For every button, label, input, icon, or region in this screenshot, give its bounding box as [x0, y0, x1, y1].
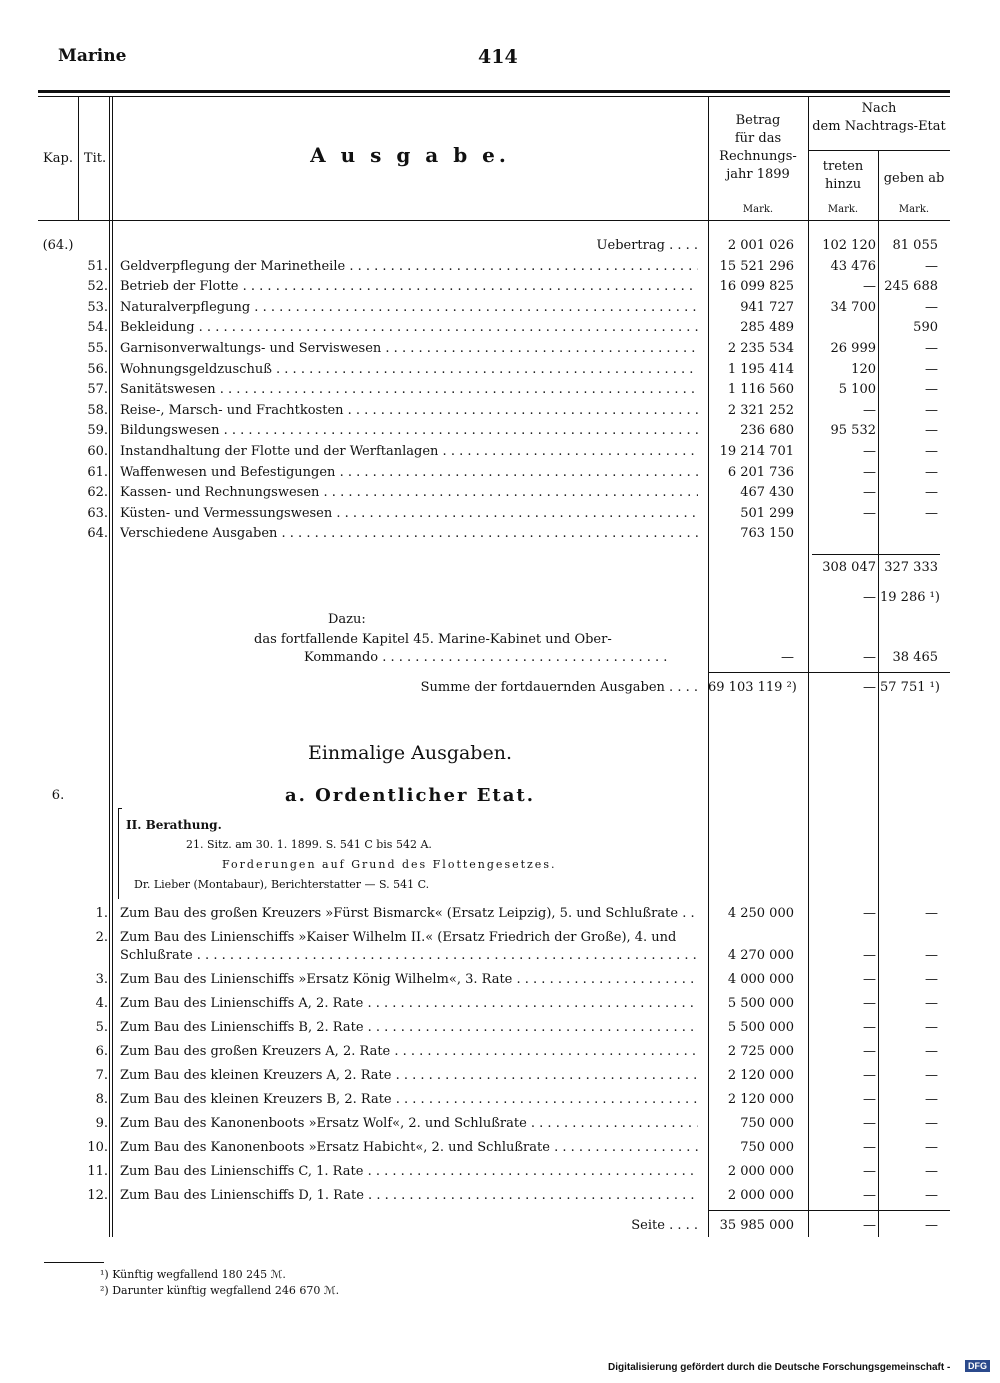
v1-cell: 2 120 000 — [727, 1092, 794, 1107]
v3-cell: — — [925, 361, 938, 377]
tit-cell: 7. — [95, 1068, 108, 1083]
v2-cell: — — [863, 444, 876, 459]
v2-cell: 95 532 — [830, 423, 876, 439]
summe-rule — [708, 672, 950, 673]
subtotal-row: 308 047 327 333 — [822, 560, 938, 575]
unit-label: Mark. — [898, 204, 930, 215]
txt-cell: Zum Bau des Kanonenboots »Ersatz Habicht«, 2. und Schlußrate . . . — [120, 1138, 698, 1158]
einmalige-row — [0, 1186, 1000, 1206]
ausgabe-row — [0, 421, 1000, 441]
v2-cell: — — [863, 1140, 876, 1155]
einmalige-row — [0, 970, 1000, 990]
txt-cell: Bildungswesen . . . — [120, 421, 698, 441]
digitization-credit: Digitalisierung gefördert durch die Deutsche Forschungsgemeinschaft - — [608, 1362, 951, 1373]
ausgabe-row — [0, 318, 1000, 338]
txt-cell: Zum Bau des Linienschiffs »Kaiser Wilhelm II.« (Ersatz Friedrich der Große), 4. und — [120, 930, 677, 945]
v1-cell: 16 099 825 — [719, 279, 794, 295]
tit-cell: 62. — [87, 485, 108, 501]
v3-cell: — — [925, 1188, 938, 1203]
tit-cell: 63. — [87, 505, 108, 521]
summe-row: Summe der fortdauernden Ausgaben . . . . 69 103 119 ²) — 57 751 ¹) — [420, 680, 940, 695]
header-kap: Kap. — [43, 151, 73, 166]
ausgabe-row — [0, 524, 1000, 544]
txt-cell: Zum Bau des großen Kreuzers »Fürst Bismarck« (Ersatz Leipzig), 5. und Schlußrate . . . — [120, 904, 698, 924]
tit-cell: 54. — [87, 320, 108, 336]
v1-cell: 5 500 000 — [727, 1020, 794, 1035]
unit-label: Mark. — [827, 204, 859, 215]
txt-cell: Kassen- und Rechnungswesen . . . — [120, 483, 698, 503]
v2-cell: — — [863, 1044, 876, 1059]
subtotal-row-2: — 19 286 ¹) — [863, 590, 940, 605]
v2-cell: 102 120 — [822, 238, 876, 253]
tit-cell: 55. — [87, 341, 108, 356]
txt-cell: Zum Bau des Linienschiffs A, 2. Rate . . . — [120, 994, 698, 1014]
tit-cell: 12. — [87, 1188, 108, 1203]
txt-cell: Zum Bau des Linienschiffs D, 1. Rate . . . — [120, 1186, 698, 1206]
txt-cell: Bekleidung . . . — [120, 318, 698, 338]
v1-cell: 19 214 701 — [719, 444, 794, 459]
kap-cell: (64.) — [42, 238, 74, 253]
einmalige-row — [0, 1042, 1000, 1062]
tit-cell: 6. — [95, 1044, 108, 1059]
tit-cell: 2. — [95, 930, 108, 945]
v3-cell: — — [925, 1068, 938, 1083]
rtext-cell: Uebertrag . . . . — [596, 238, 698, 253]
v3-cell: — — [925, 1044, 938, 1059]
v2-cell: 5 100 — [838, 382, 876, 398]
v2-cell: — — [863, 996, 876, 1011]
v3-cell: 81 055 — [892, 238, 938, 253]
v3-cell: — — [925, 948, 938, 963]
tit-cell: 1. — [95, 906, 108, 921]
einmalige-heading: Einmalige Ausgaben. — [307, 742, 512, 764]
tit-cell: 51. — [87, 258, 108, 274]
v3-cell: — — [925, 382, 938, 398]
v2-cell: — — [863, 464, 876, 480]
dazu-line2: Kommando . . . . . . . . . . . . . . . . . . . . . . . . . . . . . . . . . . . — — 38 465 — [304, 650, 938, 665]
einmalige-row — [0, 1162, 1000, 1182]
txt-cell: Zum Bau des kleinen Kreuzers A, 2. Rate . . . — [120, 1066, 698, 1086]
v1-cell: 2 725 000 — [727, 1044, 794, 1059]
txt-cell: Zum Bau des Linienschiffs »Ersatz König Wilhelm«, 3. Rate . . . — [120, 970, 698, 990]
ausgabe-row — [0, 298, 1000, 318]
v2-cell: — — [863, 1164, 876, 1179]
ausgabe-row — [0, 504, 1000, 524]
txt-cell: Naturalverpflegung . . . — [120, 298, 698, 318]
tit-cell: 56. — [87, 361, 108, 377]
footnote-rule — [44, 1262, 104, 1263]
seite-rule — [708, 1210, 950, 1211]
v3-cell: — — [925, 258, 938, 274]
page-number: 414 — [478, 46, 518, 68]
ausgabe-row — [0, 401, 1000, 421]
v1-cell: 2 000 000 — [727, 1188, 794, 1203]
v3-cell: — — [925, 402, 938, 418]
v2-cell: — — [863, 402, 876, 418]
v2-cell: — — [863, 948, 876, 963]
top-rule-thick — [38, 90, 950, 93]
v2-cell: — — [863, 972, 876, 987]
txt-cell: Reise-, Marsch- und Frachtkosten . . . — [120, 401, 698, 421]
txt-cell: Schlußrate . . . — [120, 946, 698, 966]
einmalige-row — [0, 1138, 1000, 1158]
header-ausgabe: A u s g a b e. — [310, 143, 510, 167]
tit-cell: 59. — [87, 423, 108, 439]
v2-cell: — — [863, 1116, 876, 1131]
txt-cell: Wohnungsgeldzuschuß . . . — [120, 360, 698, 380]
v1-cell: 6 201 736 — [727, 464, 794, 480]
tit-cell: 61. — [87, 464, 108, 480]
v3-cell: — — [925, 444, 938, 459]
ausgabe-row — [0, 380, 1000, 400]
v3-cell: — — [925, 485, 938, 501]
txt-cell: Zum Bau des Kanonenboots »Ersatz Wolf«, 2. und Schlußrate . . . — [120, 1114, 698, 1134]
tit-cell: 4. — [95, 996, 108, 1011]
berathung-line2: Forderungen auf Grund des Flottengesetzes. — [222, 858, 557, 871]
ausgabe-row — [0, 236, 1000, 256]
v1-cell: 4 270 000 — [727, 948, 794, 963]
v3-cell: — — [925, 1092, 938, 1107]
ausgabe-row — [0, 257, 1000, 277]
header-geben: geben ab — [883, 171, 945, 186]
v1-cell: 2 000 000 — [727, 1164, 794, 1179]
section-row: 6. a. Ordentlicher Etat. — [51, 785, 535, 806]
einmalige-row — [0, 1090, 1000, 1110]
ausgabe-row — [0, 463, 1000, 483]
txt-cell: Verschiedene Ausgaben . . . — [120, 524, 698, 544]
txt-cell: Zum Bau des Linienschiffs B, 2. Rate . . . — [120, 1018, 698, 1038]
txt-cell: Sanitätswesen . . . — [120, 380, 698, 400]
v2-cell: 43 476 — [830, 258, 876, 274]
v1-cell: 2 120 000 — [727, 1068, 794, 1083]
v1-cell: 4 250 000 — [727, 906, 794, 921]
v3-cell: — — [925, 972, 938, 987]
v1-cell: 1 116 560 — [727, 382, 794, 398]
ausgabe-row — [0, 277, 1000, 297]
txt-cell: Geldverpflegung der Marinetheile . . . — [120, 257, 698, 277]
einmalige-row — [0, 1114, 1000, 1134]
v1-cell: 236 680 — [740, 423, 794, 439]
txt-cell: Zum Bau des kleinen Kreuzers B, 2. Rate . . . — [120, 1090, 698, 1110]
v2-cell: — — [863, 1020, 876, 1035]
footnote-1: ¹) Künftig wegfallend 180 245 ℳ. — [100, 1268, 286, 1281]
v1-cell: 1 195 414 — [727, 361, 794, 377]
berathung-line1: 21. Sitz. am 30. 1. 1899. S. 541 C bis 542 A. — [186, 838, 432, 851]
einmalige-row — [0, 904, 1000, 924]
tit-cell: 3. — [95, 972, 108, 987]
tit-cell: 60. — [87, 444, 108, 459]
v2-cell: — — [863, 906, 876, 921]
seite-row: Seite . . . . 35 985 000 — — — [631, 1218, 938, 1233]
v3-cell: — — [925, 906, 938, 921]
ausgabe-row — [0, 339, 1000, 359]
ausgabe-row — [0, 360, 1000, 380]
v3-cell: — — [925, 341, 938, 356]
unit-label: Mark. — [742, 204, 774, 215]
tit-cell: 11. — [87, 1164, 108, 1179]
v1-cell: 750 000 — [740, 1116, 794, 1131]
v3-cell: — — [925, 299, 938, 315]
tit-cell: 52. — [87, 279, 108, 295]
header-treten: treten hinzu — [822, 159, 864, 192]
ausgabe-row — [0, 483, 1000, 503]
v2-cell: 26 999 — [830, 341, 876, 356]
dazu-line1: das fortfallende Kapitel 45. Marine-Kabinet und Ober- — [254, 632, 612, 647]
berathung-bracket — [118, 808, 122, 899]
v3-cell: — — [925, 464, 938, 480]
col-divider — [78, 97, 79, 220]
v1-cell: 467 430 — [740, 485, 794, 501]
dazu-label: Dazu: — [328, 612, 366, 627]
tit-cell: 64. — [87, 526, 108, 542]
v3-cell: — — [925, 996, 938, 1011]
txt-cell: Küsten- und Vermessungswesen . . . — [120, 504, 698, 524]
v3-cell: 590 — [913, 320, 938, 336]
tit-cell: 57. — [87, 382, 108, 398]
v1-cell: 15 521 296 — [719, 258, 794, 274]
v3-cell: — — [925, 423, 938, 439]
tit-cell: 9. — [95, 1116, 108, 1131]
v1-cell: 2 001 026 — [727, 238, 794, 253]
top-rule-thin — [38, 96, 950, 97]
header-bottom-rule — [38, 220, 950, 221]
txt-cell: Zum Bau des großen Kreuzers A, 2. Rate . . . — [120, 1042, 698, 1062]
einmalige-row — [0, 1066, 1000, 1086]
v2-cell: — — [863, 485, 876, 501]
v3-cell: — — [925, 505, 938, 521]
v1-cell: 285 489 — [740, 320, 794, 336]
txt-cell: Garnisonverwaltungs- und Serviswesen . . . — [120, 339, 698, 359]
txt-cell: Waffenwesen und Befestigungen . . . — [120, 463, 698, 483]
v2-cell: — — [863, 279, 876, 295]
v2-cell: 120 — [851, 361, 876, 377]
header-nach: Nach dem Nachtrags-Etat — [812, 101, 946, 134]
subtotal-rule — [812, 554, 940, 555]
v1-cell: 4 000 000 — [727, 972, 794, 987]
einmalige-row — [0, 1018, 1000, 1038]
v3-cell: — — [925, 1164, 938, 1179]
v1-cell: 2 321 252 — [727, 402, 794, 418]
einmalige-row — [0, 994, 1000, 1014]
ausgabe-row — [0, 442, 1000, 462]
running-header: Marine — [58, 46, 127, 66]
v1-cell: 750 000 — [740, 1140, 794, 1155]
v3-cell: — — [925, 1140, 938, 1155]
v2-cell: — — [863, 1068, 876, 1083]
berathung-title: II. Berathung. — [126, 818, 222, 832]
footnote-2: ²) Darunter künftig wegfallend 246 670 ℳ. — [100, 1284, 340, 1297]
dfg-logo: DFG — [965, 1360, 990, 1372]
v1-cell: 501 299 — [740, 505, 794, 521]
tit-cell: 10. — [87, 1140, 108, 1155]
v2-cell: — — [863, 1188, 876, 1203]
berathung-line3: Dr. Lieber (Montabaur), Berichterstatter — S. 541 C. — [134, 878, 430, 891]
nach-rule — [808, 150, 950, 151]
einmalige-row — [0, 928, 1000, 963]
v3-cell: 245 688 — [884, 279, 938, 295]
txt-cell: Betrieb der Flotte . . . — [120, 277, 698, 297]
header-tit: Tit. — [83, 151, 107, 166]
v1-cell: 5 500 000 — [727, 996, 794, 1011]
tit-cell: 58. — [87, 402, 108, 418]
v2-cell: 34 700 — [830, 299, 876, 315]
v1-cell: 763 150 — [740, 526, 794, 542]
v1-cell: 2 235 534 — [727, 341, 794, 356]
v1-cell: 941 727 — [740, 299, 794, 315]
v2-cell: — — [863, 505, 876, 521]
header-betrag: Betrag für das Rechnungs- jahr 1899 — [719, 113, 797, 182]
tit-cell: 5. — [95, 1020, 108, 1035]
txt-cell: Instandhaltung der Flotte und der Werftanlagen . . . — [120, 442, 698, 462]
txt-cell: Zum Bau des Linienschiffs C, 1. Rate . . . — [120, 1162, 698, 1182]
tit-cell: 53. — [87, 299, 108, 315]
v3-cell: — — [925, 1020, 938, 1035]
v3-cell: — — [925, 1116, 938, 1131]
v2-cell: — — [863, 1092, 876, 1107]
tit-cell: 8. — [95, 1092, 108, 1107]
